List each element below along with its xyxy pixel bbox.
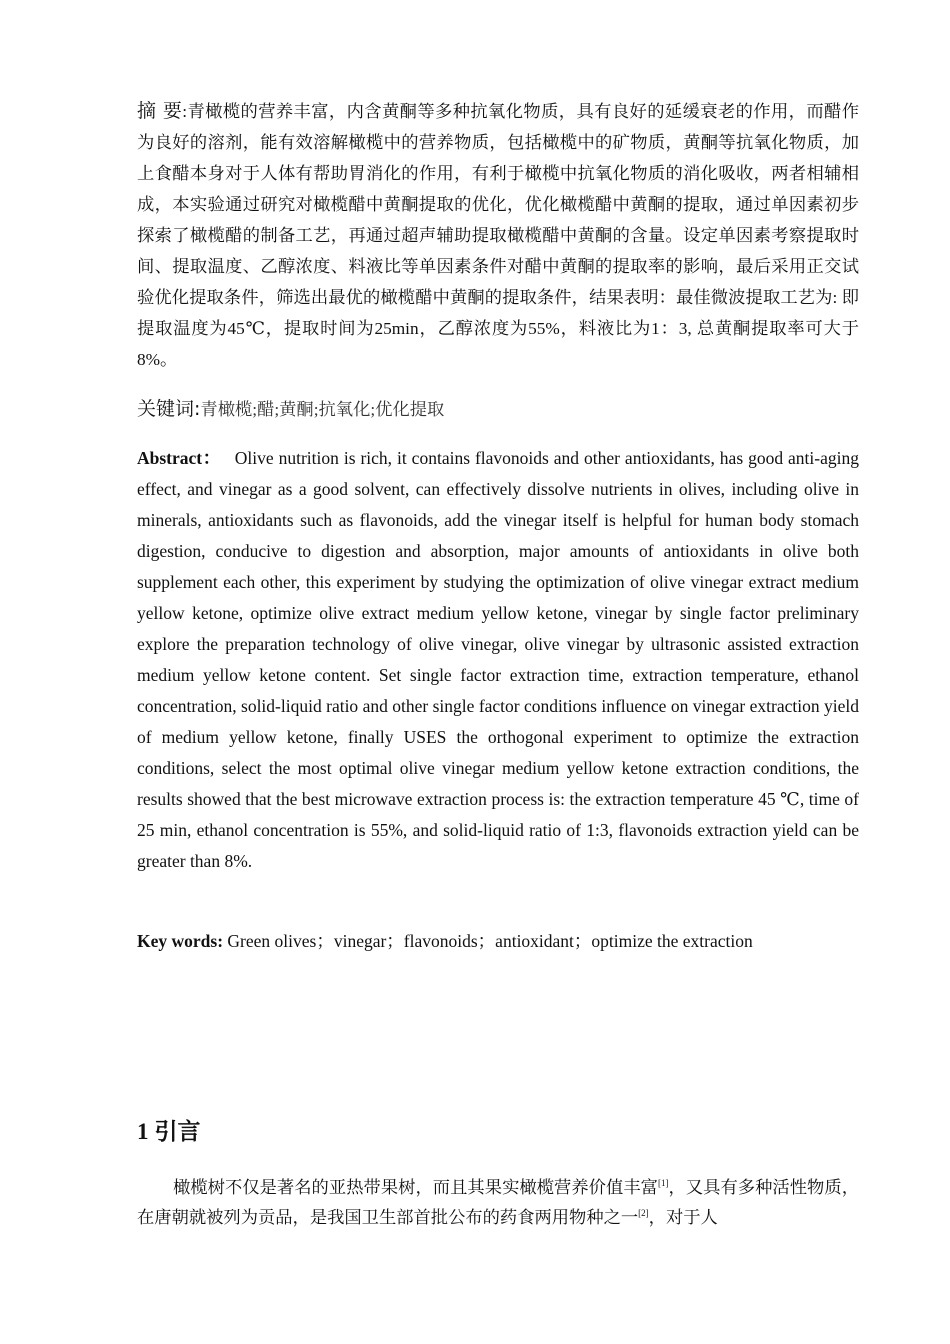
- front-matter: [137, 96, 859, 956]
- chinese-keywords-separator: :: [194, 398, 201, 420]
- english-keywords: [137, 926, 859, 956]
- chinese-keywords-text: 青橄榄;醋;黄酮;抗氧化;优化提取: [200, 400, 445, 419]
- citation-ref-1[interactable]: [1]: [657, 1178, 669, 1189]
- chinese-keywords: [137, 394, 859, 425]
- chinese-keywords-label: 关键词: [137, 398, 195, 420]
- english-abstract-text: Olive nutrition is rich, it contains flavonoids and other antioxidants, has good anti-aging effect, and vinegar as a good solvent, can effectively dissolve nutrients in olives, including olive in minerals, antioxidants such as flavonoids, add the vinegar itself is helpful for human body stomach digestion, conducive to digestion and absorption, major amounts of antioxidants in olive both supplement each other, this experiment by studying the optimization of olive vinegar extract medium yellow ketone, optimize olive extract medium yellow ketone, vinegar by single factor preliminary explore the preparation technology of olive vinegar, olive vinegar by ultrasonic assisted extraction medium yellow ketone content. Set single factor extraction time, extraction temperature, ethanol concentration, solid-liquid ratio and other single factor conditions influence on vinegar extraction yield of medium yellow ketone, finally USES the orthogonal experiment to optimize the extraction conditions, select the most optimal olive vinegar medium yellow ketone extraction conditions, the results showed that the best microwave extraction process is: the extraction temperature 45 ℃, time of 25 min, ethanol concentration is 55%, and solid-liquid ratio of 1:3, flavonoids extraction yield can be greater than 8%.: [137, 448, 859, 871]
- section-number: 1: [137, 1119, 149, 1144]
- english-abstract-label: Abstract：: [137, 448, 221, 468]
- citation-ref-2[interactable]: [2]: [638, 1208, 649, 1219]
- section-title: 引言: [154, 1119, 201, 1145]
- section-heading-introduction: [137, 1113, 201, 1146]
- english-keywords-label: Key words:: [137, 931, 224, 951]
- intro-text-part3: ，对于人: [648, 1208, 718, 1227]
- introduction-paragraph: [137, 1173, 859, 1235]
- chinese-abstract-text: 青橄榄的营养丰富，内含黄酮等多种抗氧化物质，具有良好的延缓衰老的作用，而醋作为良好的溶剂，能有效溶解橄榄中的营养物质，包括橄榄中的矿物质，黄酮等抗氧化物质，加上食醋本身对于人体有帮助胃消化的作用，有利于橄榄中抗氧化物质的消化吸收，两者相辅相成，本实验通过研究对橄榄醋中黄酮提取的优化，优化橄榄醋中黄酮的提取，通过单因素初步探索了橄榄醋的制备工艺，再通过超声辅助提取橄榄醋中黄酮的含量。设定单因素考察提取时间、提取温度、乙醇浓度、料液比等单因素条件对醋中黄酮的提取率的影响，最后采用正交试验优化提取条件，筛选出最优的橄榄醋中黄酮的提取条件，结果表明：最佳微波提取工艺为: 即提取温度为45℃，提取时间为25min，乙醇浓度为55%，料液比为1：3, 总黄酮提取率可大于8%。: [137, 102, 859, 369]
- english-keywords-text: Green olives；vinegar；flavonoids；antioxidant；optimize the extraction: [223, 931, 753, 951]
- english-abstract: [137, 443, 859, 877]
- chinese-abstract-separator: :: [182, 102, 188, 121]
- intro-text-part2: ，又具有多种活性物质，在唐朝就被列为贡品，是我国卫生部首批公布的药食两用物种之一: [137, 1178, 859, 1227]
- chinese-abstract: [137, 96, 859, 375]
- chinese-abstract-label: 摘 要: [137, 100, 183, 122]
- intro-text-part1: 橄榄树不仅是著名的亚热带果树，而且其果实橄榄营养价值丰富: [173, 1178, 658, 1197]
